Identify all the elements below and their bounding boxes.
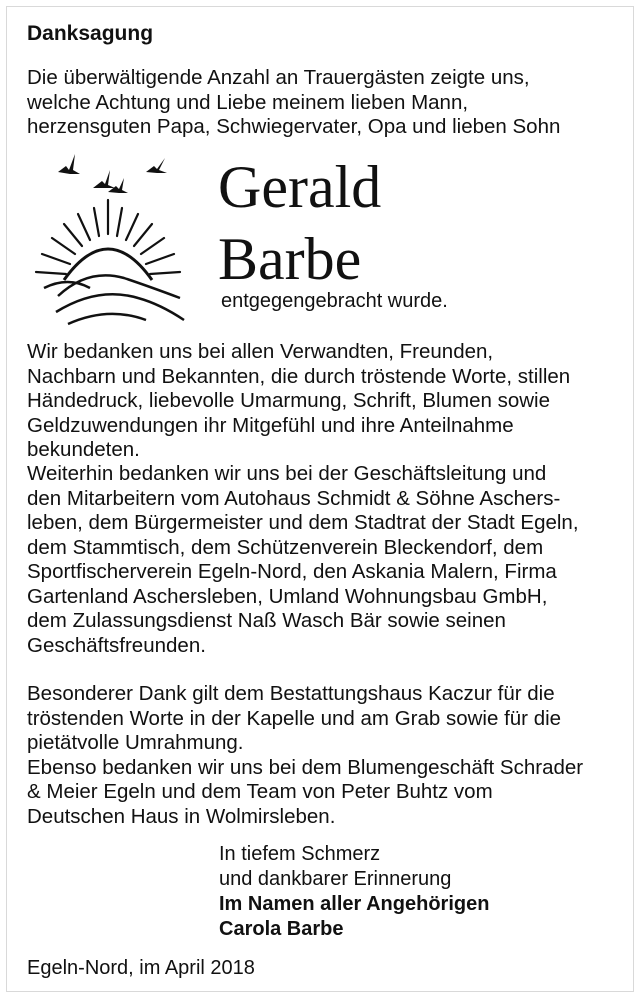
signature-block xyxy=(219,842,489,942)
thanks2-line: dem Stammtisch, dem Schützenverein Bleckendorf, dem xyxy=(27,535,544,559)
thanks2-line: Gartenland Aschersleben, Umland Wohnungsbau GmbH, xyxy=(27,584,548,608)
special-line: pietätvolle Umrahmung. xyxy=(27,731,244,754)
thanks2-line: leben, dem Bürgermeister und dem Stadtrat der Stadt Egeln, xyxy=(27,511,579,534)
signature-family: Im Namen aller Angehörigen xyxy=(219,893,490,915)
special-line: tröstenden Worte in der Kapelle und am Grab sowie für die xyxy=(27,706,562,730)
special-line: Besonderer Dank gilt dem Bestattungshaus Kaczur für die xyxy=(27,682,555,705)
special-line: Ebenso bedanken wir uns bei dem Blumengeschäft Schrader xyxy=(27,755,584,779)
sunset-birds-icon xyxy=(28,148,186,326)
thanks2-line: dem Zulassungsdienst Naß Wasch Bär sowie seinen xyxy=(27,609,506,632)
thanks-paragraph-2 xyxy=(27,462,617,658)
thanks1-line: Nachbarn und Bekannten, die durch tröstende Worte, stillen xyxy=(27,364,571,388)
thanks2-line: Geschäftsfreunden. xyxy=(27,633,206,657)
intro-line: Die überwältigende Anzahl an Trauergästen zeigte uns, xyxy=(27,66,530,89)
place-date: Egeln-Nord, im April 2018 xyxy=(27,957,255,979)
thanks1-line: bekundeten. xyxy=(27,438,140,461)
intro-paragraph xyxy=(27,66,617,140)
signature-line: und dankbarer Erinnerung xyxy=(219,868,452,890)
thanks-paragraph-1 xyxy=(27,340,617,463)
thanks1-line: Geldzuwendungen ihr Mitgefühl und ihre Anteilnahme xyxy=(27,413,514,437)
signature-name: Carola Barbe xyxy=(219,918,344,940)
special-thanks-paragraph xyxy=(27,682,617,829)
special-line: Deutschen Haus in Wolmirsleben. xyxy=(27,804,336,828)
thanks1-line: Händedruck, liebevolle Umarmung, Schrift, Blumen sowie xyxy=(27,389,550,412)
intro-line: welche Achtung und Liebe meinem lieben Mann, xyxy=(27,90,469,114)
special-line: & Meier Egeln und dem Team von Peter Buhtz vom xyxy=(27,780,493,803)
thanks2-line: Weiterhin bedanken wir uns bei der Geschäftsleitung und xyxy=(27,462,547,485)
thanks1-line: Wir bedanken uns bei allen Verwandten, Freunden, xyxy=(27,340,494,363)
after-name-text: entgegengebracht wurde. xyxy=(221,290,448,312)
notice-heading: Danksagung xyxy=(27,22,154,45)
thanks2-line: Sportfischerverein Egeln-Nord, den Askania Malern, Firma xyxy=(27,560,557,583)
intro-line: herzensguten Papa, Schwiegervater, Opa und lieben Sohn xyxy=(27,115,561,138)
thanks2-line: den Mitarbeitern vom Autohaus Schmidt & Söhne Aschers- xyxy=(27,486,561,510)
deceased-last-name: Barbe xyxy=(218,226,362,292)
deceased-first-name: Gerald xyxy=(218,154,382,220)
signature-line: In tiefem Schmerz xyxy=(219,843,381,865)
